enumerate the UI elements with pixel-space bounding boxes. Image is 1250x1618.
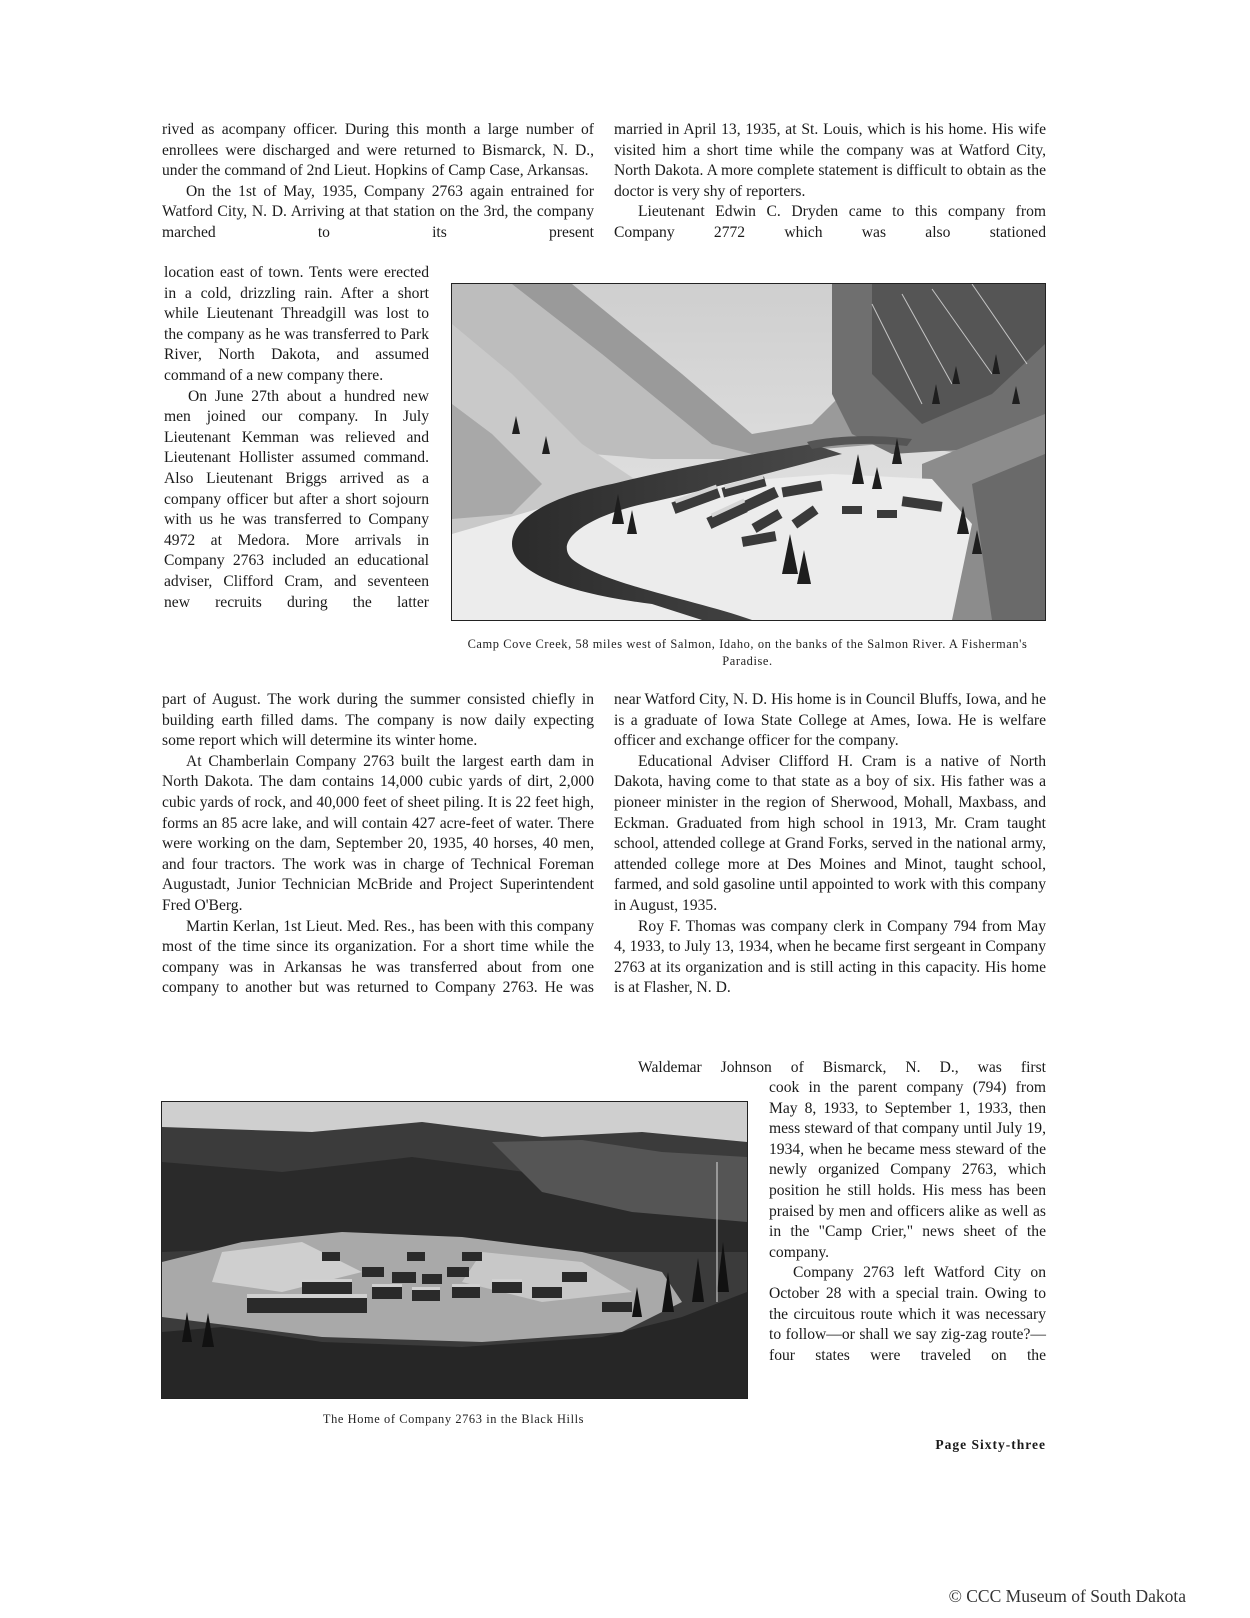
paragraph: On the 1st of May, 1935, Company 2763 again entrained for Watford City, N. D. Arriving at that station on the 3rd, the company marched to its present	[162, 182, 594, 241]
right-column-middle	[614, 690, 1046, 999]
right-column-wrap	[769, 1078, 1046, 1366]
paragraph: Company 2763 left Watford City on October 28 with a special train. Owing to the circuitous route which it was necessary to follow—or shall we say zig-zag route?—four states were traveled on the	[769, 1264, 1046, 1364]
paragraph: rived as acompany officer. During this month a large number of enrollees were discharged and were returned to Bismarck, N. D., under the command of 2nd Lieut. Hopkins of Camp Case, Arkansas.	[162, 121, 594, 180]
paragraph: cook in the parent company (794) from May 8, 1933, to September 1, 1933, then mess steward of that company until July 19, 1934, when he became mess steward of the newly organized Company 2763, which position he still holds. His mess has been praised by men and officers alike as well as in the "Camp Crier," news sheet of the company.	[769, 1079, 1046, 1261]
right-column-waldemar-lead	[614, 1058, 1046, 1079]
right-column-top	[614, 120, 1046, 244]
paragraph: part of August. The work during the summer consisted chiefly in building earth filled dams. The company is now daily expecting some report which will determine its winter home.	[162, 691, 594, 750]
paragraph: near Watford City, N. D. His home is in Council Bluffs, Iowa, and he is a graduate of Iowa State College at Ames, Iowa. He is welfare officer and exchange officer for the company.	[614, 691, 1046, 750]
paragraph: location east of town. Tents were erected in a cold, drizzling rain. After a short while Lieutenant Threadgill was lost to the company as he was transferred to Park River, North Dakota, and assumed command of a new company there.	[164, 264, 429, 384]
paragraph: Roy F. Thomas was company clerk in Company 794 from May 4, 1933, to July 13, 1934, when he became first sergeant in Company 2763 at its organization and is still acting in this capacity. His home is at Flasher, N. D.	[614, 917, 1046, 997]
camp-cove-creek-photo	[451, 283, 1046, 621]
photo-bottom-caption: The Home of Company 2763 in the Black Hills	[322, 1412, 585, 1426]
left-column-wrap	[164, 263, 429, 613]
paragraph: married in April 13, 1935, at St. Louis, which is his home. His wife visited him a short time while the company was at Watford City, North Dakota. A more complete statement is difficult to obtain as the doctor is very shy of reporters.	[614, 121, 1046, 200]
left-column-top	[162, 120, 594, 244]
paragraph-lead: Waldemar Johnson of Bismarck, N. D., was first	[638, 1059, 1046, 1076]
page-number: Page Sixty-three	[935, 1437, 1046, 1452]
black-hills-camp-photo	[161, 1101, 748, 1399]
paragraph: Martin Kerlan, 1st Lieut. Med. Res., has been with this company most of the time since its organization. For a short time while the company was in Arkansas he was transferred about from one company to another but was returned to Company 2763. He was	[162, 917, 594, 997]
paragraph: At Chamberlain Company 2763 built the largest earth dam in North Dakota. The dam contains 14,000 cubic yards of dirt, 2,000 cubic yards of rock, and 40,000 feet of sheet piling. It is 22 feet high, forms an 85 acre lake, and will contain 427 acre-feet of water. There were working on the dam, September 20, 1935, 40 horses, 40 men, and four tractors. The work was in charge of Technical Foreman Augustadt, Junior Technician McBride and Project Superintendent Fred O'Berg.	[162, 752, 594, 914]
paragraph: Educational Adviser Clifford H. Cram is a native of North Dakota, having come to that state as a boy of six. His father was a pioneer minister in the region of Sherwood, Mohall, Maxbass, and Eckman. Graduated from high school in 1913, Mr. Cram taught school, attended college at Grand Forks, served in the national army, attended college more at Des Moines and Minot, taught school, farmed, and sold gasoline until appointed to work with this company in August, 1935.	[614, 752, 1046, 914]
copyright-notice: © CCC Museum of South Dakota	[948, 1586, 1186, 1606]
left-column-bottom	[162, 690, 594, 999]
paragraph: On June 27th about a hundred new men joined our company. In July Lieutenant Kemman was relieved and Lieutenant Hollister assumed command. Also Lieutenant Briggs arrived as a company officer but after a short sojourn with us he was transferred to Company 4972 at Medora. More arrivals in Company 2763 included an educational adviser, Clifford Cram, and seventeen new recruits during the latter	[164, 387, 429, 611]
paragraph: Lieutenant Edwin C. Dryden came to this company from Company 2772 which was also stationed	[614, 203, 1046, 241]
photo-top-caption: Camp Cove Creek, 58 miles west of Salmon, Idaho, on the banks of the Salmon River. A Fisherman's Paradise.	[467, 637, 1028, 668]
